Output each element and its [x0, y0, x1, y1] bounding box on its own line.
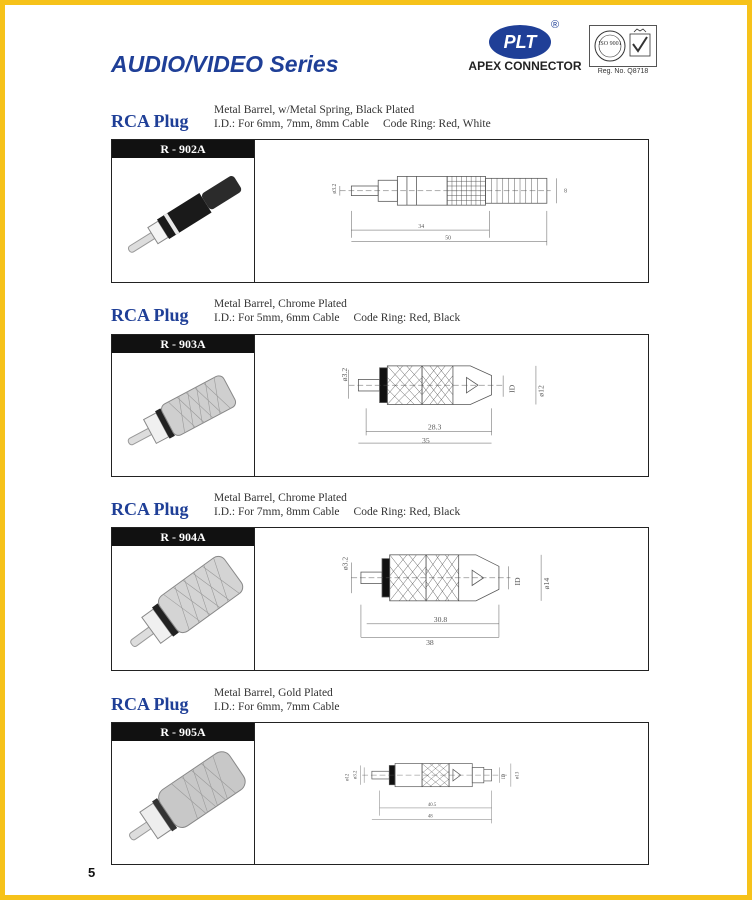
product-photo: [112, 158, 254, 278]
company-name: APEX CONNECTOR: [468, 59, 582, 73]
product-photo: [112, 741, 254, 861]
desc-code-ring: Code Ring: Red, White: [382, 118, 491, 130]
product-frame: [111, 722, 649, 865]
desc-code-ring: Code Ring: Red, Black: [353, 312, 461, 324]
dim-pin-diameter: ø3.2: [340, 556, 350, 571]
dim-inner-diameter: ID: [507, 384, 517, 393]
dim-outer-diameter: ø13: [515, 771, 521, 779]
model-number: R - 903A: [112, 335, 254, 353]
product-photo: [112, 353, 254, 473]
iso-certification-logo: [589, 25, 657, 67]
product-category: RCA Plug: [111, 694, 189, 714]
dim-pin-diameter: ø3.2: [332, 183, 339, 194]
dim-pin-diameter: ø3.2: [339, 367, 349, 382]
cert-iso-text: ISO 9001: [598, 41, 622, 47]
dim-outer-diameter: ø14: [541, 577, 551, 590]
desc-code-ring: Code Ring: Red, Black: [353, 506, 461, 518]
dim-body-diameter: ø12: [345, 773, 351, 781]
technical-drawing: [255, 528, 648, 666]
series-title: AUDIO/VIDEO Series: [111, 51, 339, 77]
dim-body-length: 34: [418, 224, 425, 231]
desc-id: I.D.: For 7mm, 8mm Cable: [214, 506, 340, 518]
desc-line-1: Metal Barrel, Chrome Plated: [214, 492, 347, 504]
photo-column: [112, 335, 255, 476]
dim-inner-diameter: ID: [502, 773, 508, 779]
photo-column: [112, 140, 255, 282]
cert-reg-number: Reg. No. Q8718: [597, 68, 649, 75]
product-frame: [111, 334, 649, 477]
model-number: R - 904A: [112, 528, 254, 546]
product-description: [214, 103, 491, 131]
dim-outer-diameter: ø12: [536, 385, 546, 397]
dim-body-length: 40.5: [427, 802, 437, 808]
product-category: RCA Plug: [111, 305, 189, 325]
desc-line-1: Metal Barrel, Chrome Plated: [214, 298, 347, 310]
dim-cable-diameter: 8: [564, 188, 567, 195]
dim-body-length: 28.3: [427, 422, 442, 432]
technical-drawing: [255, 335, 648, 473]
desc-line-1: Metal Barrel, w/Metal Spring, Black Plated: [214, 104, 415, 116]
desc-id: I.D.: For 6mm, 7mm Cable: [214, 701, 340, 713]
technical-drawing: [255, 140, 648, 278]
product-description: [214, 491, 460, 519]
desc-id: I.D.: For 6mm, 7mm, 8mm Cable: [214, 118, 369, 130]
dim-inner-diameter: ID: [513, 577, 523, 586]
catalog-page: [5, 5, 747, 895]
product-photo: [112, 546, 254, 666]
iso-seal-icon: [590, 26, 656, 66]
model-number: R - 905A: [112, 723, 254, 741]
photo-column: [112, 723, 255, 864]
dim-pin-diameter: ø3.2: [353, 770, 359, 779]
desc-id: I.D.: For 5mm, 6mm Cable: [214, 312, 340, 324]
dim-total-length: 50: [445, 235, 452, 242]
product-description: [214, 297, 460, 325]
photo-column: [112, 528, 255, 670]
product-description: [214, 686, 354, 714]
product-frame: [111, 139, 649, 283]
product-category: RCA Plug: [111, 499, 189, 519]
dim-total-length: 35: [422, 436, 430, 446]
logo-text: PLT: [503, 31, 537, 52]
page-number: 5: [88, 865, 96, 880]
dim-body-length: 30.8: [433, 614, 448, 624]
registered-mark: ®: [551, 19, 560, 31]
product-category: RCA Plug: [111, 111, 189, 131]
dim-total-length: 38: [426, 637, 434, 647]
desc-line-1: Metal Barrel, Gold Plated: [214, 687, 333, 699]
dim-total-length: 48: [427, 814, 433, 820]
model-number: R - 902A: [112, 140, 254, 158]
technical-drawing: [255, 723, 648, 861]
product-frame: [111, 527, 649, 671]
plt-logo: [489, 25, 551, 59]
